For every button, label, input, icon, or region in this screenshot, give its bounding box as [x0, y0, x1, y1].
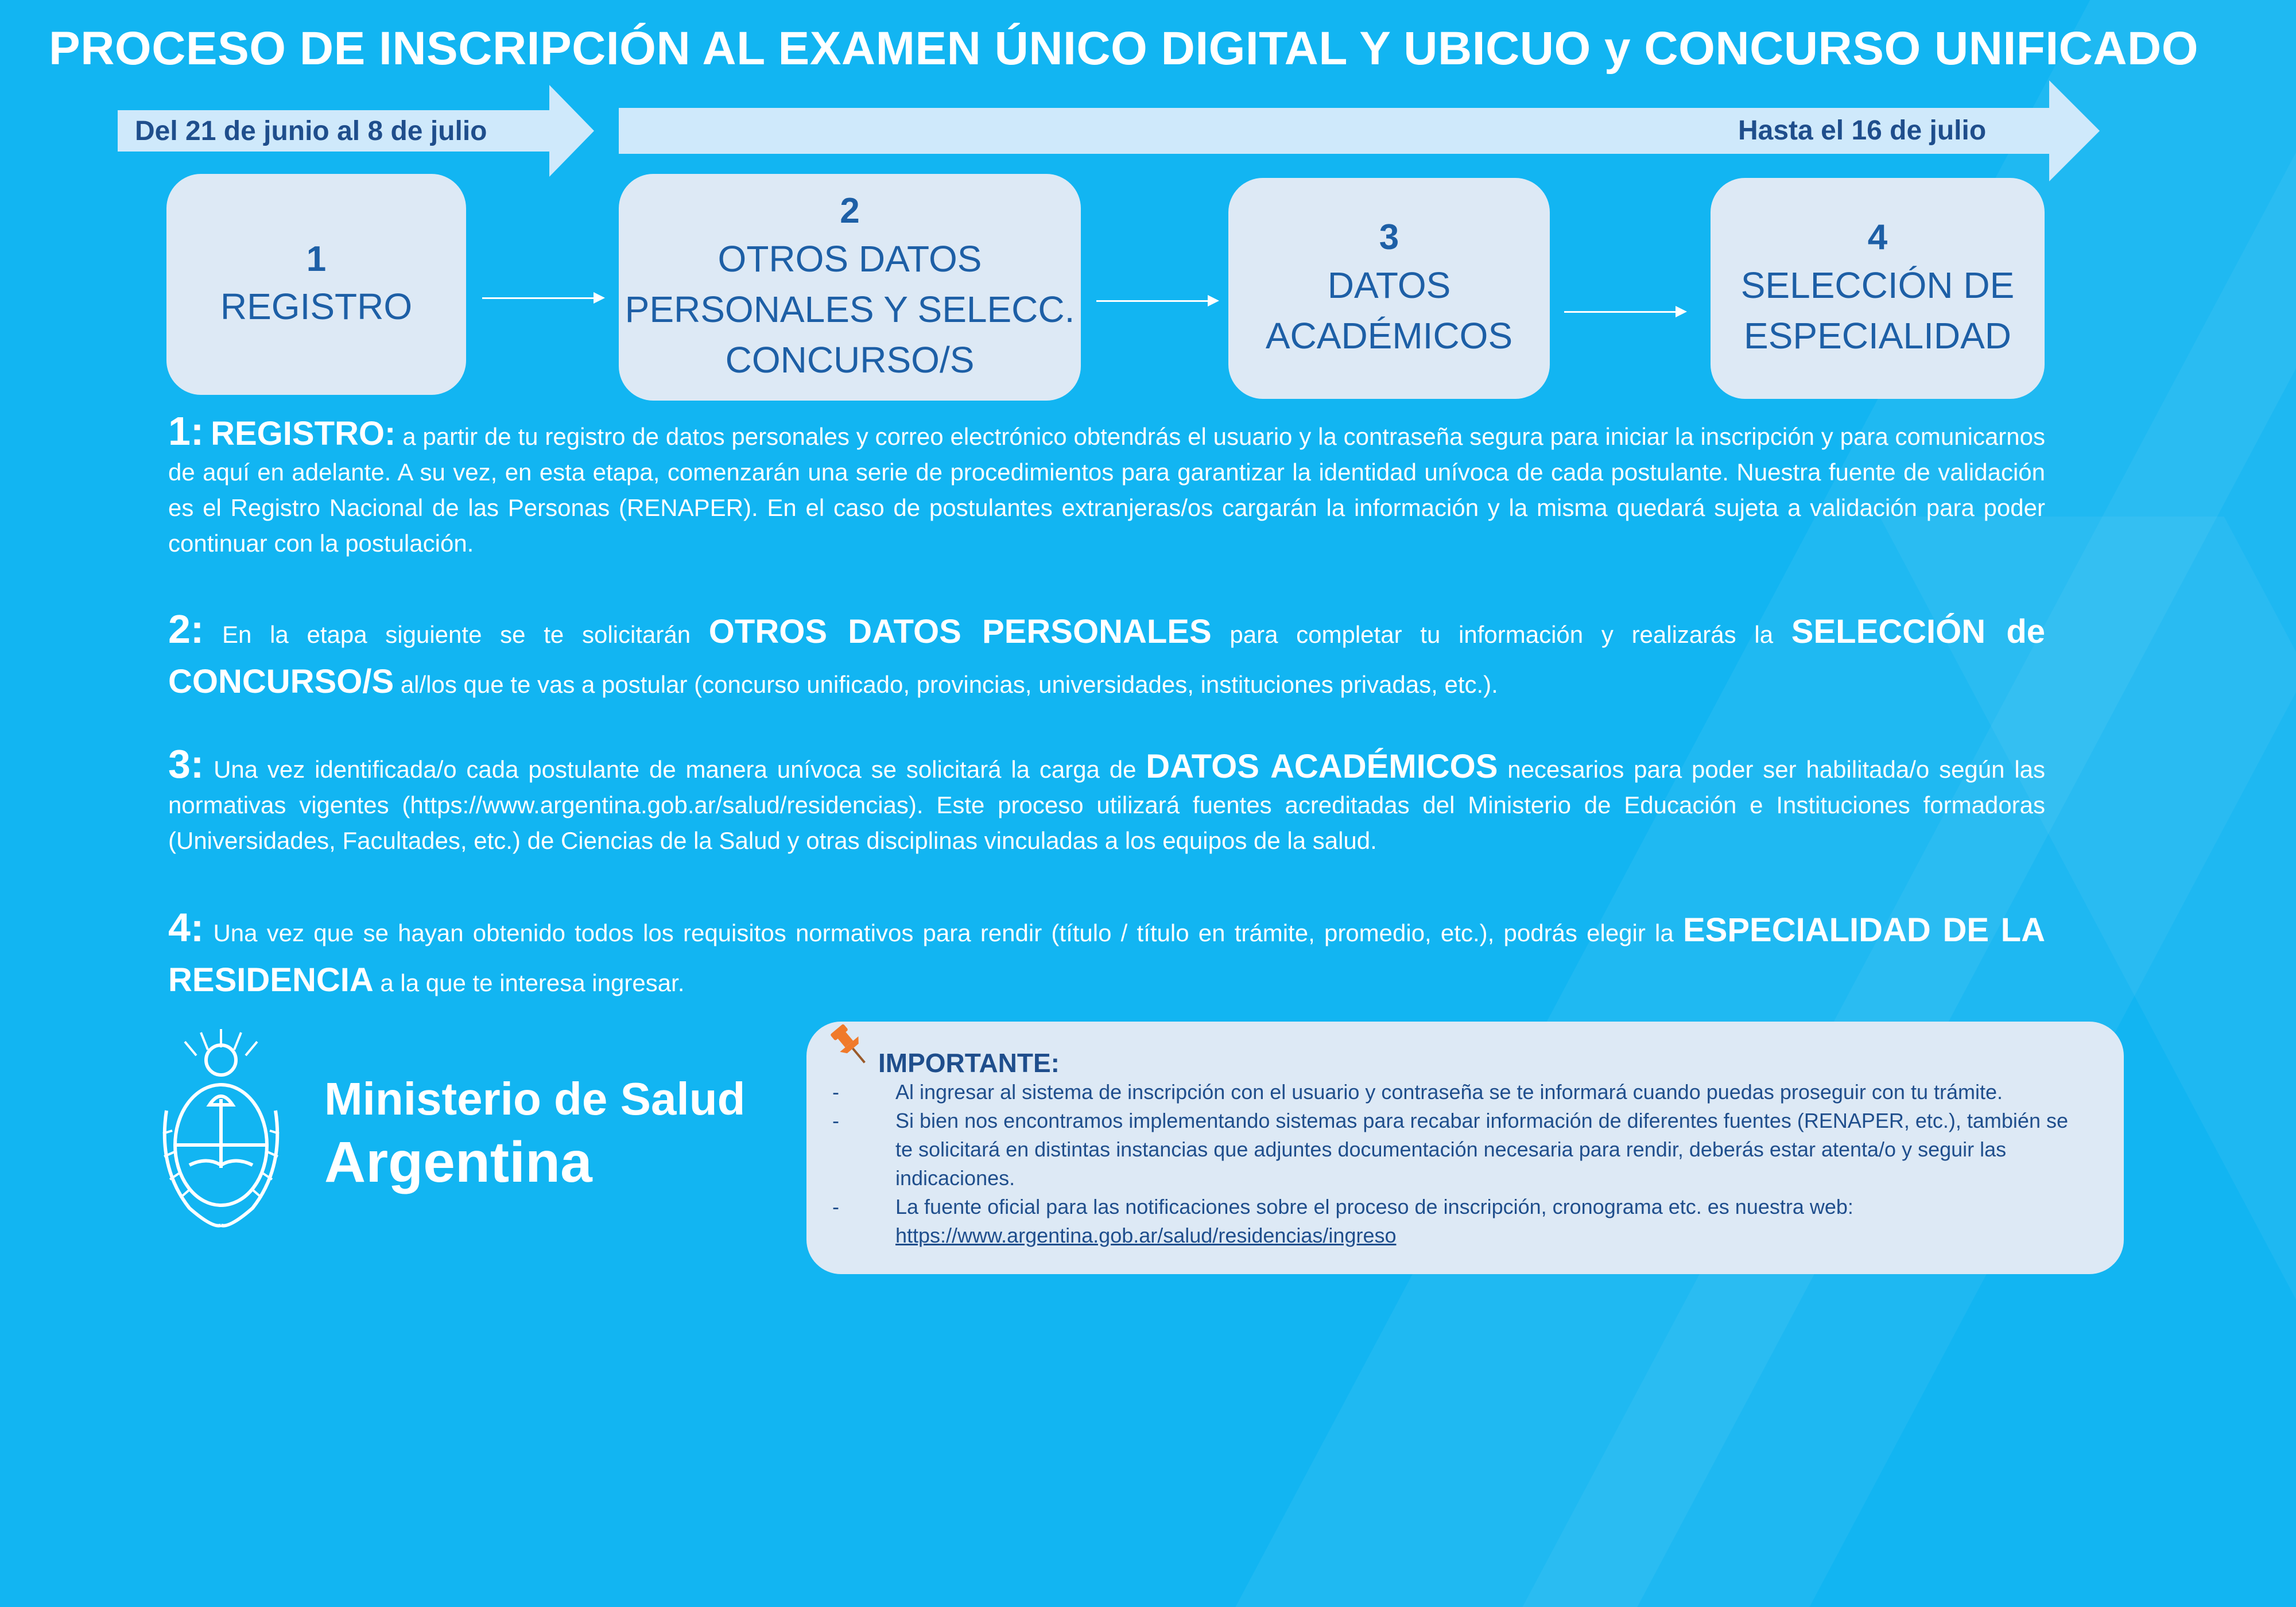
paragraph-text: necesarios para poder ser habilitada/o según las normativas vigentes (https://www.argentina.gob.ar/salud/residencias). Este proceso utilizará fuentes acreditadas del Ministerio de Educación e Instituciones formadoras (Universidades, Facultades, etc.) de Ciencias de la Salud y otras disciplinas vinculadas a los equipos de la salud.: [168, 756, 2046, 854]
step-label: ACADÉMICOS: [1265, 315, 1513, 357]
page-title: PROCESO DE INSCRIPCIÓN AL EXAMEN ÚNICO DIGITAL Y UBICUO y CONCURSO UNIFICADO: [49, 22, 2199, 75]
step-number: 1: [306, 239, 327, 279]
important-item: [832, 1107, 2084, 1193]
ministry-line-1: Ministerio de Salud: [324, 1073, 746, 1124]
paragraph-keyword: DATOS ACADÉMICOS: [1146, 748, 1498, 785]
paragraph-number: 3:: [168, 742, 204, 786]
detail-paragraph-1: [168, 409, 2046, 561]
step-label: REGISTRO: [220, 286, 413, 328]
ministry-name: [324, 1070, 745, 1197]
step-3-box: [1228, 178, 1550, 399]
important-heading: IMPORTANTE:: [878, 1048, 1060, 1078]
second-period-label: Hasta el 16 de julio: [1738, 115, 1987, 146]
step-number: 4: [1867, 218, 1888, 258]
pushpin-icon: [824, 1019, 875, 1070]
list-dash: -: [832, 1109, 839, 1132]
step-label: SELECCIÓN DE: [1740, 264, 2015, 306]
paragraph-keyword: OTROS DATOS PERSONALES: [708, 613, 1212, 650]
important-list: [832, 1078, 2084, 1250]
paragraph-number: 2:: [168, 607, 204, 651]
detail-paragraph-2: [168, 605, 2045, 708]
connector-arrow: [1096, 300, 1211, 302]
step-2-box: [619, 174, 1081, 401]
list-dash: -: [832, 1195, 839, 1218]
step-number: 2: [840, 191, 860, 231]
detail-paragraph-4: [168, 904, 2045, 1007]
step-label: ESPECIALIDAD: [1744, 315, 2011, 357]
connector-arrow: [1564, 311, 1679, 313]
list-dash: -: [832, 1080, 839, 1104]
step-number: 3: [1379, 218, 1399, 258]
paragraph-text: a la que te interesa ingresar.: [373, 969, 685, 996]
paragraph-text: Una vez identificada/o cada postulante de manera unívoca se solicitará la carga de: [204, 756, 1146, 783]
paragraph-text: al/los que te vas a postular (concurso unificado, provincias, universidades, instituciones privadas, etc.).: [394, 671, 1498, 698]
residencias-link[interactable]: https://www.argentina.gob.ar/salud/residencias/ingreso: [895, 1224, 1397, 1247]
paragraph-keyword: SELECCIÓN de CONCURSO/S: [168, 613, 2046, 700]
paragraph-number: 1:: [168, 409, 204, 453]
timeline-arrow-second: [619, 80, 2100, 181]
connector-arrow: [482, 297, 597, 299]
paragraph-text: En la etapa siguiente se te solicitarán: [204, 621, 709, 648]
step-label: OTROS DATOS: [718, 238, 982, 280]
paragraph-keyword: REGISTRO:: [211, 415, 396, 452]
coat-of-arms-icon: [155, 1024, 287, 1237]
step-label: PERSONALES Y SELECC.: [625, 289, 1075, 331]
first-period-label: Del 21 de junio al 8 de julio: [135, 116, 487, 146]
paragraph-text: a partir de tu registro de datos personales y correo electrónico obtendrás el usuario y la contraseña segura para iniciar la inscripción y para comunicarnos de aquí en adelante. A su vez, en esta etapa, comenzarán una serie de procedimientos para garantizar la identidad unívoca de cada postulante. Nuestra fuente de validación es el Registro Nacional de las Personas (RENAPER). En el caso de postulantes extranjeras/os cargarán la información y la misma quedará sujeta a validación para poder continuar con la postulación.: [168, 423, 2046, 557]
paragraph-text: Una vez que se hayan obtenido todos los requisitos normativos para rendir (título / título en trámite, promedio, etc.), podrás elegir la: [204, 919, 1683, 946]
important-item-text: La fuente oficial para las notificaciones sobre el proceso de inscripción, cronograma etc. es nuestra web:: [895, 1195, 1853, 1218]
detail-paragraph-3: [168, 742, 2046, 859]
step-4-box: [1711, 178, 2045, 399]
important-item: [832, 1193, 2084, 1250]
step-1-box: [166, 174, 466, 395]
important-item-text: Si bien nos encontramos implementando sistemas para recabar información de diferentes fuentes (RENAPER, etc.), también se te solicitará en distintas instancias que adjuntes documentación necesaria para rendir, deberás estar atenta/o y seguir las indicaciones.: [895, 1109, 2068, 1190]
ministry-line-2: Argentina: [324, 1130, 592, 1194]
timeline-arrow-first: [118, 85, 594, 177]
paragraph-keyword: ESPECIALIDAD DE LA RESIDENCIA: [168, 911, 2045, 999]
important-item: [832, 1078, 2084, 1107]
step-label: DATOS: [1327, 264, 1451, 306]
paragraph-text: para completar tu información y realizarás la: [1211, 621, 1791, 648]
paragraph-number: 4:: [168, 905, 204, 950]
important-box: [806, 1022, 2124, 1274]
important-item-text: Al ingresar al sistema de inscripción con el usuario y contraseña se te informará cuando puedas proseguir con tu trámite.: [895, 1080, 2003, 1104]
step-label: CONCURSO/S: [725, 339, 975, 381]
